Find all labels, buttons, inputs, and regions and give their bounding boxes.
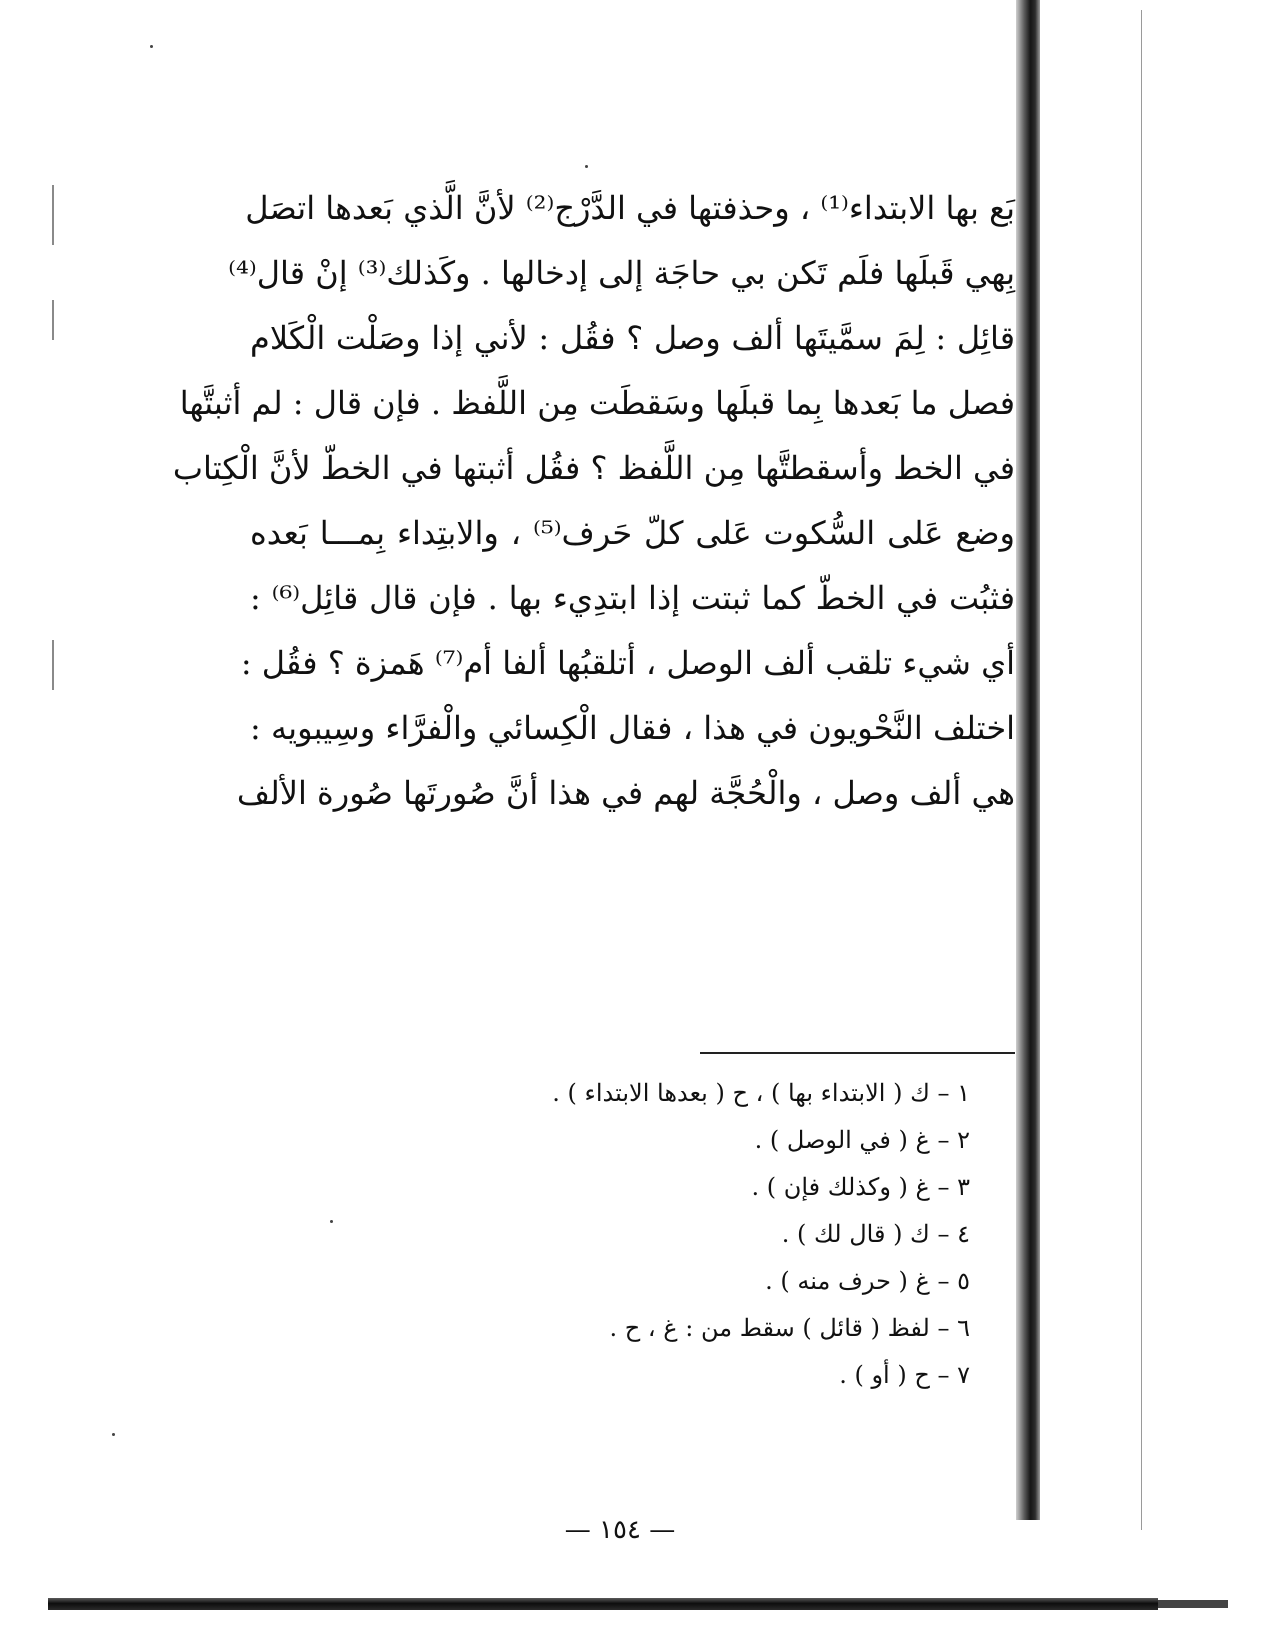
book-binding-shadow (1016, 0, 1040, 1520)
footnote-separator (700, 1052, 1015, 1054)
text-line: فصل ما بَعدها بِما قبلَها وسَقطَت مِن اللَّفظ . فإن قال : لم أثبتَّها (179, 384, 1015, 422)
main-text-block (172, 176, 1016, 826)
footnote: ٣ – غ ( وكذلك فإن ) . (751, 1173, 970, 1201)
scan-speck (112, 1433, 115, 1436)
text-line: هي ألف وصل ، والْحُجَّة لهم في هذا أنَّ صُورتَها صُورة الألف (236, 774, 1015, 812)
footnotes (430, 1070, 970, 1399)
left-margin-mark (52, 640, 54, 690)
text-line: أي شيء تلقب ألف الوصل ، أتلقبُها ألفا أم⁽⁷⁾ هَمزة ؟ فقُل : (240, 644, 1015, 682)
scan-bottom-shadow (48, 1598, 1158, 1610)
page-edge-line (1141, 10, 1142, 1530)
text-line: وضع عَلى السُّكوت عَلى كلّ حَرف⁽⁵⁾ ، والابتِداء بِمـــا بَعده (250, 514, 1016, 552)
text-line: بِهي قَبلَها فلَم تَكن بي حاجَة إلى إدخالها . وكَذلك⁽³⁾ إنْ قال⁽⁴⁾ (228, 254, 1015, 292)
footnote: ٤ – ك ( قال لك ) . (781, 1220, 970, 1248)
text-line: اختلف النَّحْويون في هذا ، فقال الْكِسائي والْفرَّاء وسِيبويه : (250, 709, 1016, 747)
scan-bottom-shadow (1158, 1600, 1228, 1608)
scan-speck (150, 45, 153, 48)
text-line: بَع بها الابتداء⁽¹⁾ ، وحذفتها في الدَّرْج⁽²⁾ لأنَّ الَّذي بَعدها اتصَل (245, 189, 1015, 227)
scan-speck (330, 1220, 333, 1223)
scan-speck (585, 165, 588, 168)
text-line: قائِل : لِمَ سمَّيتَها ألف وصل ؟ فقُل : لأني إذا وصَلْت الْكَلام (250, 319, 1015, 357)
footnote: ٧ – ح ( أو ) . (839, 1361, 970, 1389)
footnote: ٥ – غ ( حرف منه ) . (765, 1267, 970, 1295)
footnote: ٦ – لفظ ( قائل ) سقط من : غ ، ح . (609, 1314, 970, 1342)
text-line: في الخط وأسقطتَّها مِن اللَّفظ ؟ فقُل أثبتها في الخطّ لأنَّ الْكِتاب (172, 449, 1015, 487)
footnote: ٢ – غ ( في الوصل ) . (754, 1126, 970, 1154)
text-line: فثبُت في الخطّ كما ثبتت إذا ابتدِيء بها . فإن قال قائِل⁽⁶⁾ : (250, 579, 1016, 617)
footnote: ١ – ك ( الابتداء بها ) ، ح ( بعدها الابتداء ) . (552, 1079, 970, 1107)
left-margin-mark (52, 300, 54, 340)
page-number: — ١٥٤ — (564, 1515, 676, 1545)
left-margin-mark (52, 185, 54, 245)
